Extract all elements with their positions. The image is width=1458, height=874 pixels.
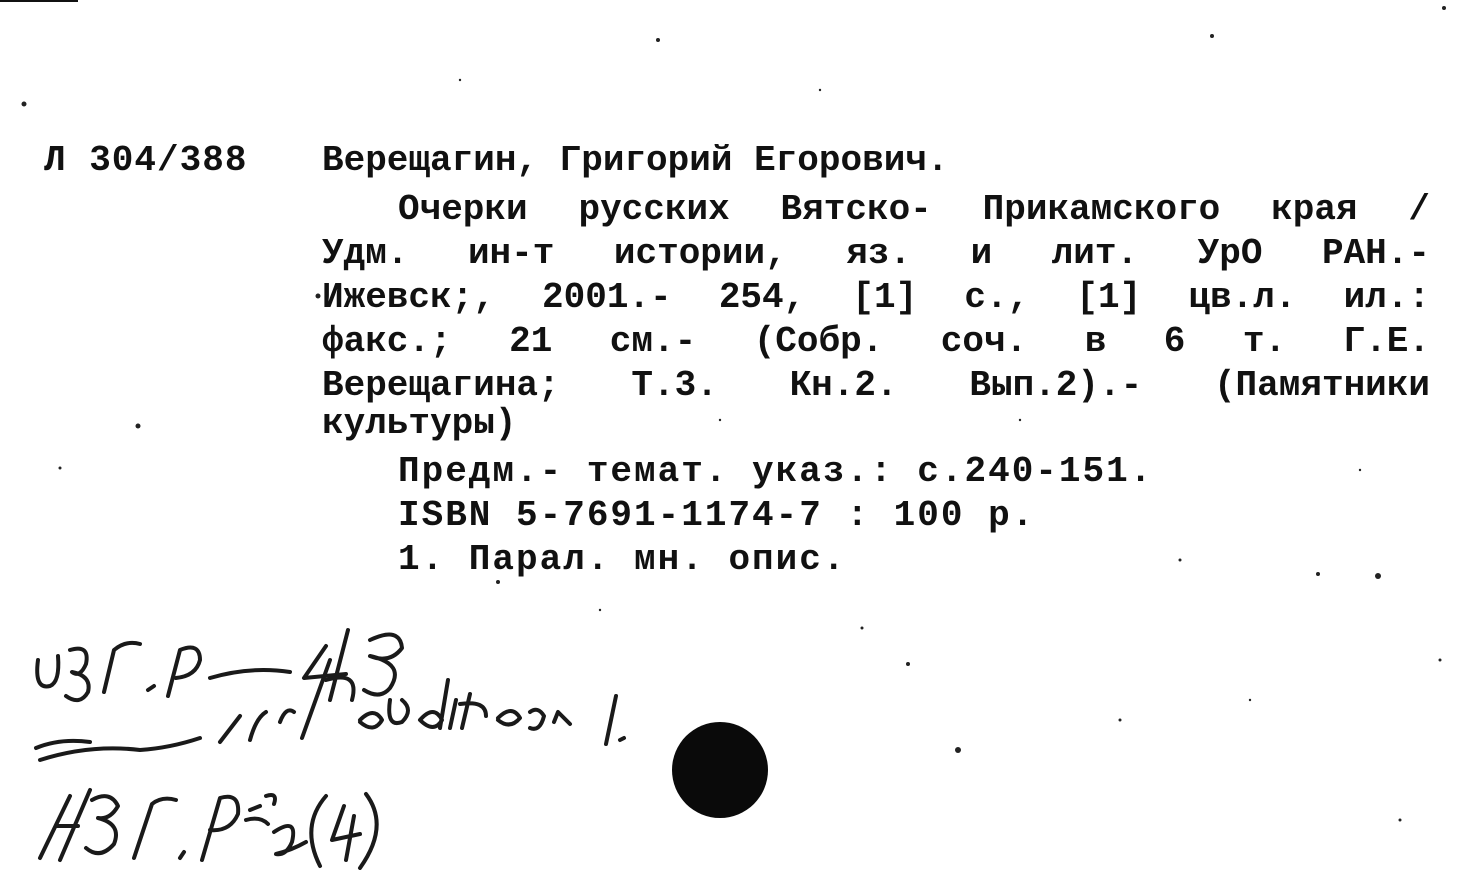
call-number: Л 304/388 bbox=[44, 140, 248, 181]
description-line: Ижевск;, 2001.- 254, [1] с., [1] цв.л. ил.: bbox=[322, 277, 1430, 318]
isbn-price-note: ISBN 5-7691-1174-7 : 100 р. bbox=[398, 495, 1036, 536]
description-line: Верещагина; Т.3. Кн.2. Вып.2).- (Памятники bbox=[322, 365, 1430, 406]
handwritten-shelf-notes bbox=[30, 620, 650, 870]
card-edge-line bbox=[0, 0, 78, 2]
description-line: Очерки русских Вятско- Прикамского края / bbox=[398, 189, 1430, 230]
subject-index-note: Предм.- темат. указ.: с.240-151. bbox=[398, 451, 1154, 492]
author-heading: Верещагин, Григорий Егорович. bbox=[322, 140, 949, 181]
description-line: культуры) bbox=[322, 403, 517, 444]
tracing-note: 1. Парал. мн. опис. bbox=[398, 539, 847, 580]
description-line: Удм. ин-т истории, яз. и лит. УрО РАН.- bbox=[322, 233, 1430, 274]
card-punch-hole bbox=[672, 722, 768, 818]
description-line: факс.; 21 см.- (Собр. соч. в 6 т. Г.Е. bbox=[322, 321, 1430, 362]
